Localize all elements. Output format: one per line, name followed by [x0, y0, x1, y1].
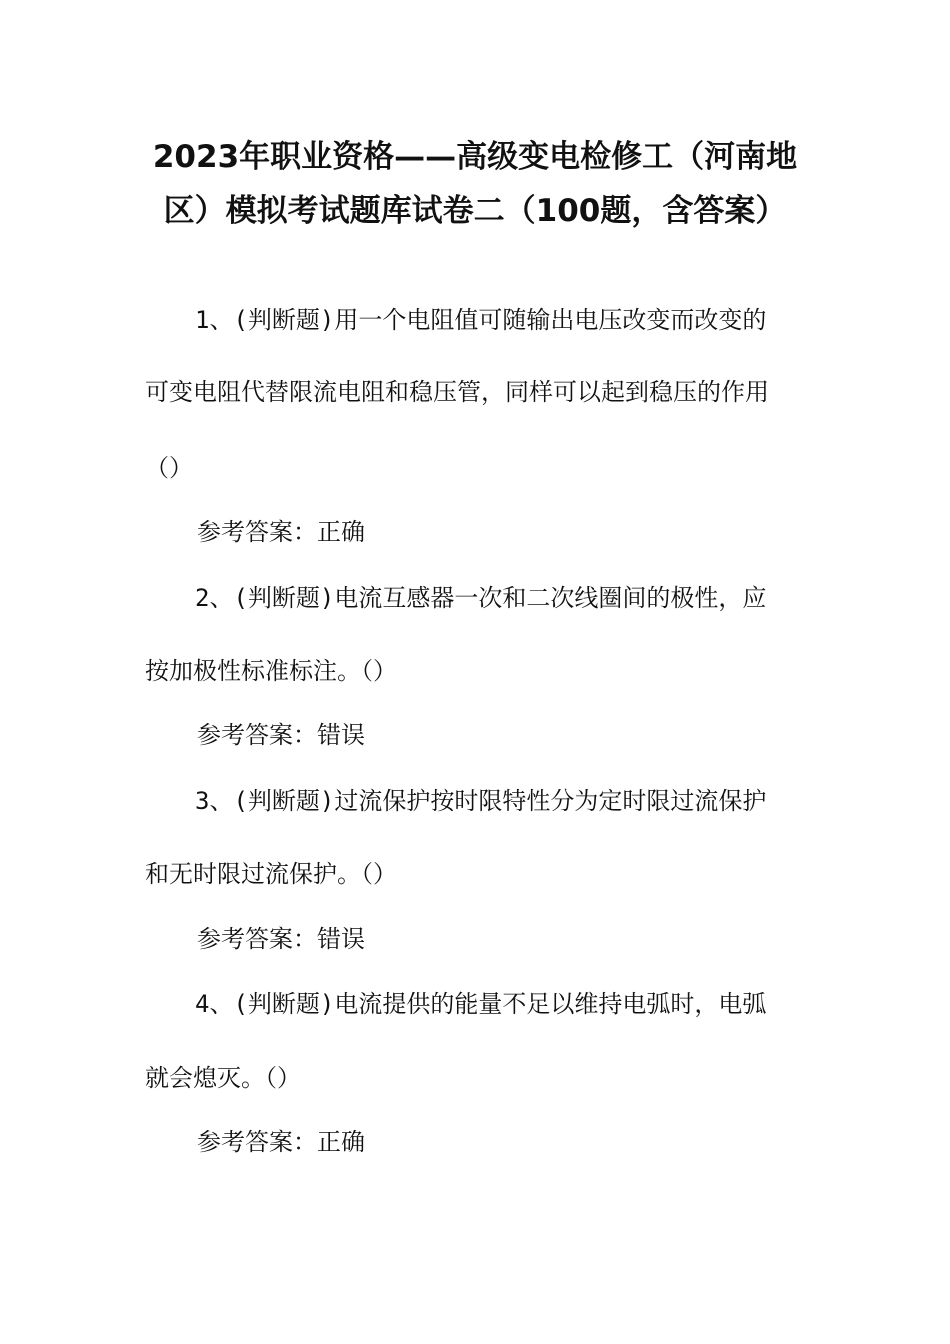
question-1-line-3: （） — [145, 454, 193, 482]
question-2-answer: 参考答案：错误 — [197, 721, 365, 749]
question-4-answer: 参考答案：正确 — [197, 1128, 365, 1156]
question-1-answer: 参考答案：正确 — [197, 518, 365, 546]
question-3-line-2: 和无时限过流保护。（） — [145, 860, 397, 888]
question-2-line-2: 按加极性标准标注。（） — [145, 657, 397, 685]
question-4-line-2: 就会熄灭。（） — [145, 1064, 301, 1092]
question-4-line-1: 4、(判断题)电流提供的能量不足以维持电弧时，电弧 — [195, 990, 767, 1018]
question-2-line-1: 2、(判断题)电流互感器一次和二次线圈间的极性，应 — [195, 584, 767, 612]
title-line-2: 区）模拟考试题库试卷二（100题，含答案） — [163, 193, 787, 229]
question-3-line-1: 3、(判断题)过流保护按时限特性分为定时限过流保护 — [195, 787, 767, 815]
question-3-answer: 参考答案：错误 — [197, 925, 365, 953]
title-line-1: 2023年职业资格——高级变电检修工（河南地 — [152, 139, 798, 175]
question-1-line-1: 1、(判断题)用一个电阻值可随输出电压改变而改变的 — [195, 306, 767, 334]
question-1-line-2: 可变电阻代替限流电阻和稳压管，同样可以起到稳压的作用 — [145, 378, 769, 406]
document-title — [140, 130, 810, 238]
